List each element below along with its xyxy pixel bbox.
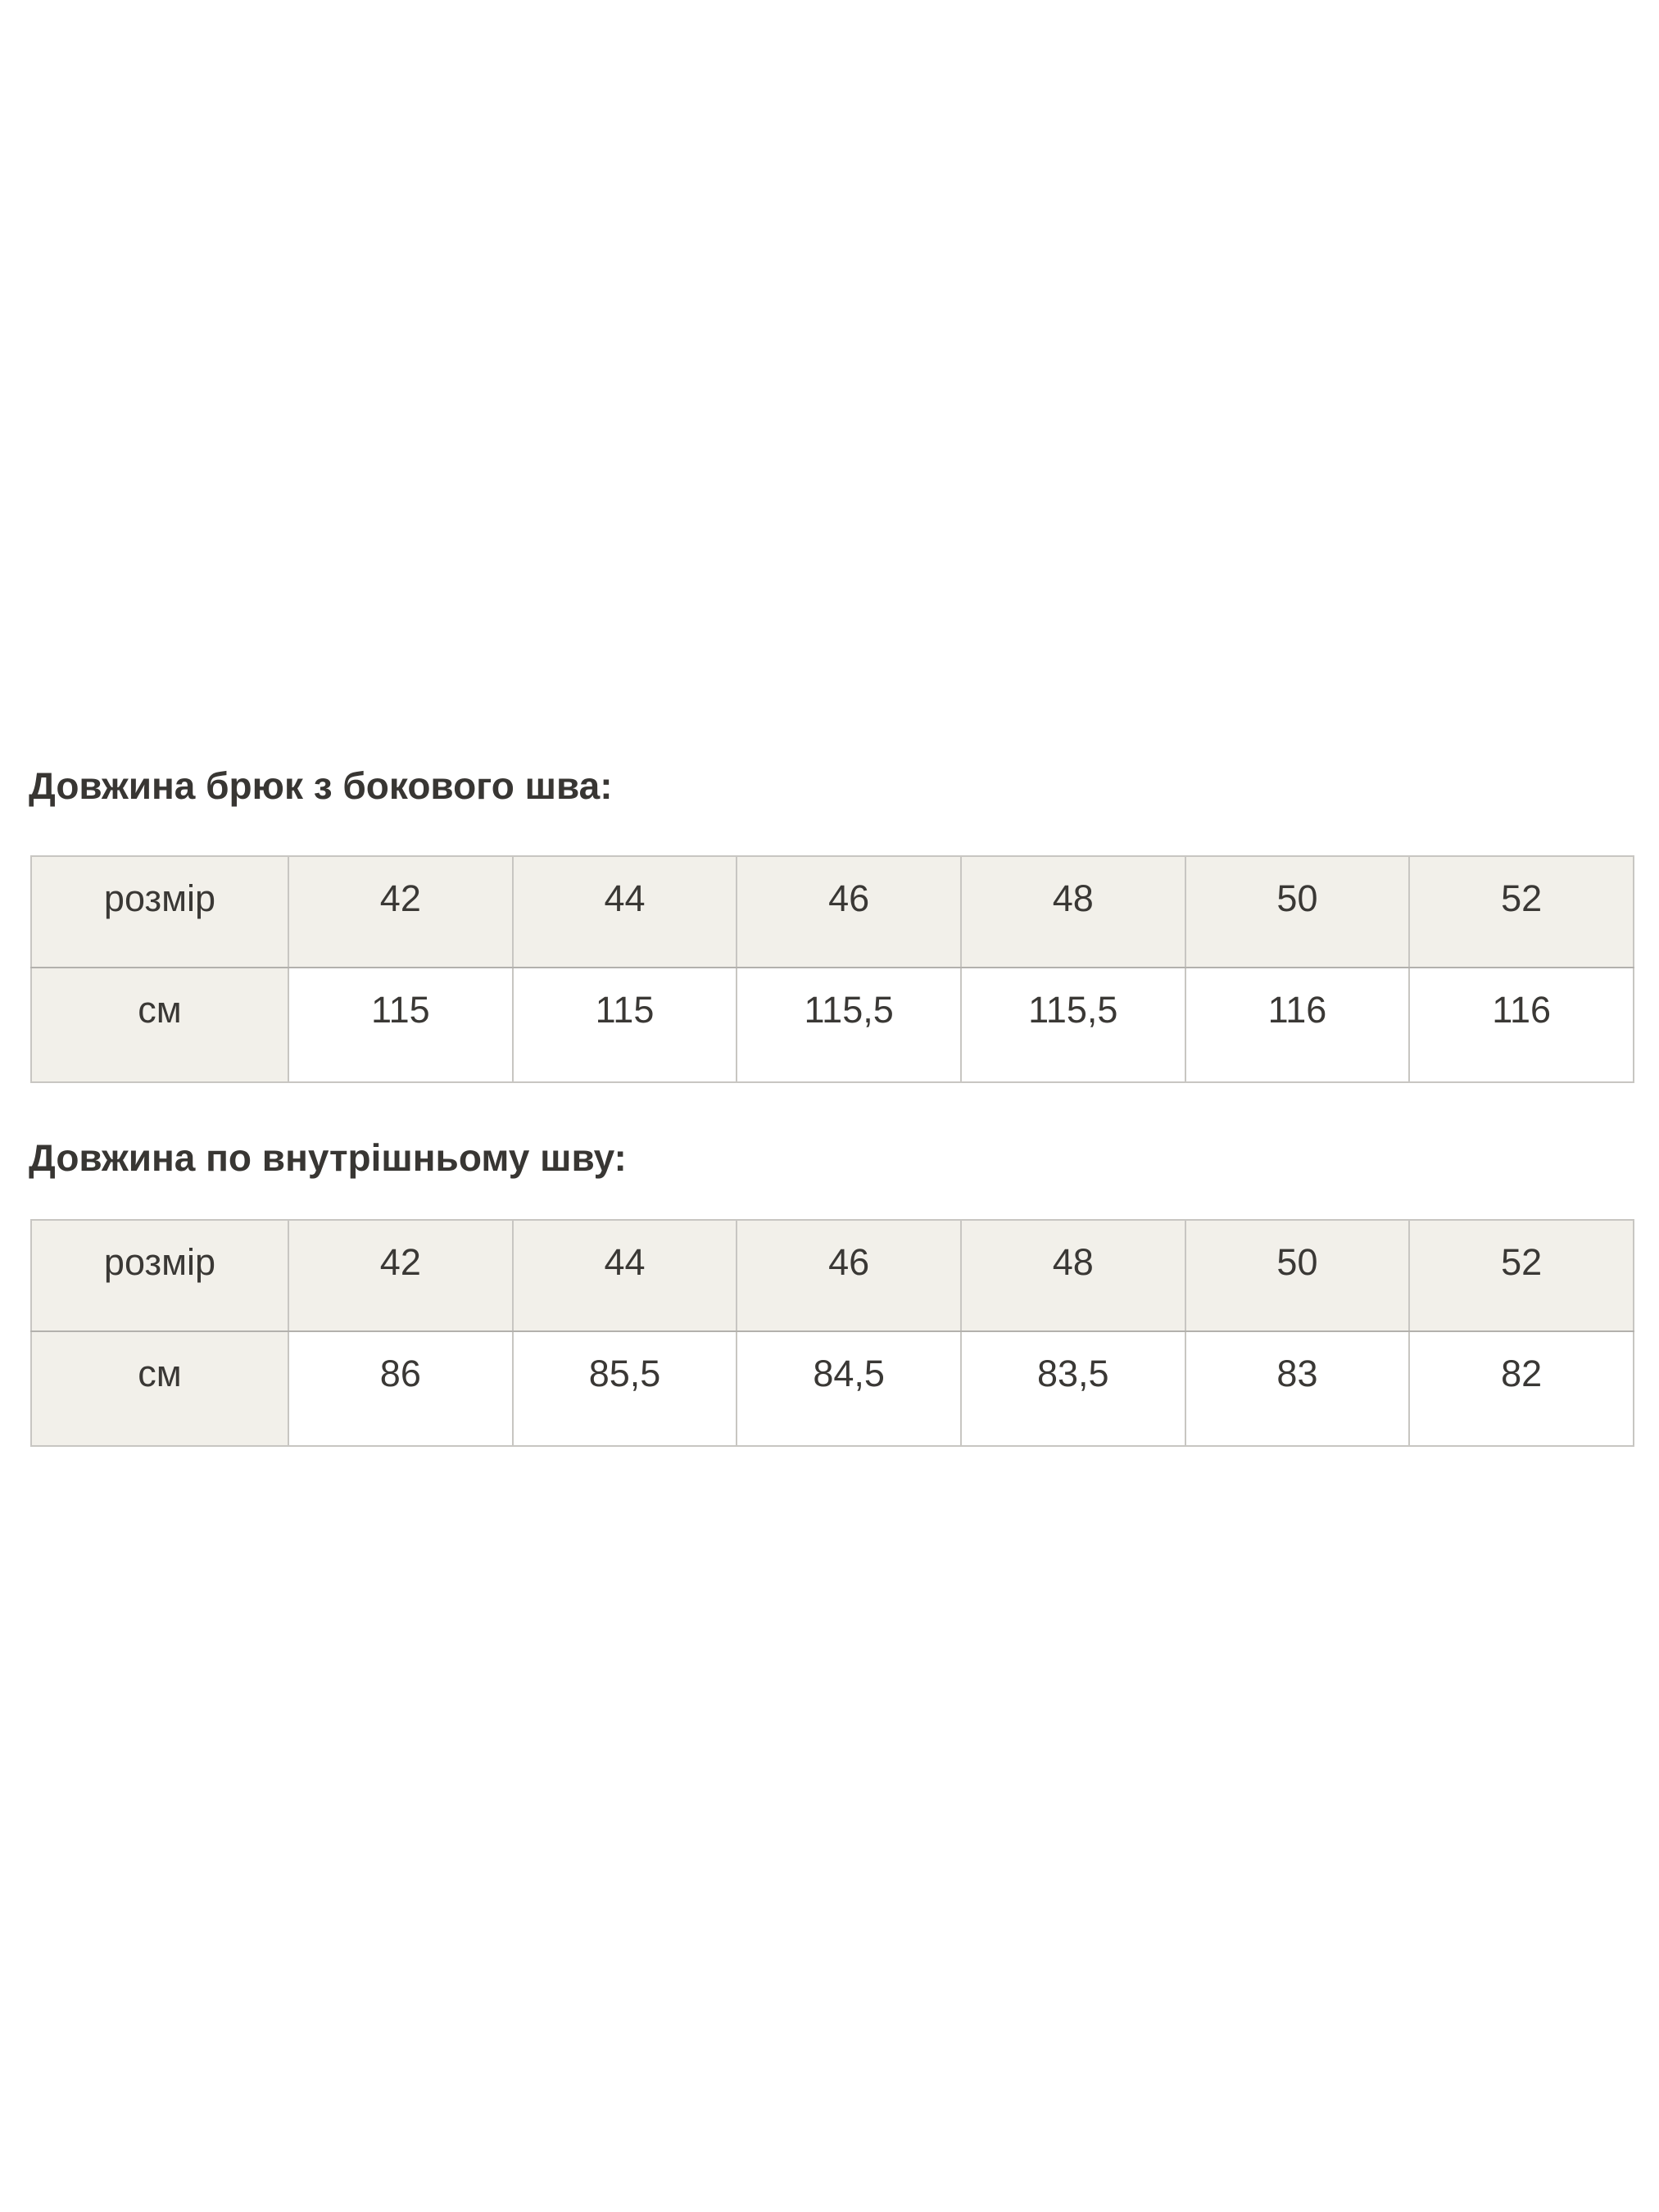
value-cell: 115 <box>288 968 513 1082</box>
value-cell: 116 <box>1409 968 1634 1082</box>
size-header-cell: 48 <box>961 1220 1185 1331</box>
value-cell: 115 <box>513 968 737 1082</box>
value-cell: 83 <box>1185 1331 1410 1446</box>
size-header-cell: 52 <box>1409 856 1634 968</box>
side-seam-length-table <box>30 855 1634 1083</box>
size-header-cell: 42 <box>288 856 513 968</box>
value-cell: 84,5 <box>737 1331 961 1446</box>
size-header-cell: 50 <box>1185 856 1410 968</box>
row-label-cell: розмір <box>31 856 288 968</box>
value-cell: 86 <box>288 1331 513 1446</box>
size-header-cell: 48 <box>961 856 1185 968</box>
row-label-cell: см <box>31 968 288 1082</box>
value-cell: 83,5 <box>961 1331 1185 1446</box>
size-header-cell: 50 <box>1185 1220 1410 1331</box>
table-header-row <box>31 856 1634 968</box>
value-cell: 82 <box>1409 1331 1634 1446</box>
value-cell: 115,5 <box>737 968 961 1082</box>
table-value-row <box>31 1331 1634 1446</box>
value-cell: 115,5 <box>961 968 1185 1082</box>
side-seam-length-heading: Довжина брюк з бокового шва: <box>29 764 613 807</box>
table-value-row <box>31 968 1634 1082</box>
size-header-cell: 42 <box>288 1220 513 1331</box>
size-header-cell: 52 <box>1409 1220 1634 1331</box>
row-label-cell: розмір <box>31 1220 288 1331</box>
inseam-length-table <box>30 1219 1634 1447</box>
row-label-cell: см <box>31 1331 288 1446</box>
size-header-cell: 44 <box>513 1220 737 1331</box>
value-cell: 85,5 <box>513 1331 737 1446</box>
size-header-cell: 46 <box>737 856 961 968</box>
table-header-row <box>31 1220 1634 1331</box>
size-header-cell: 44 <box>513 856 737 968</box>
size-header-cell: 46 <box>737 1220 961 1331</box>
value-cell: 116 <box>1185 968 1410 1082</box>
inseam-length-heading: Довжина по внутрішньому шву: <box>29 1136 627 1179</box>
